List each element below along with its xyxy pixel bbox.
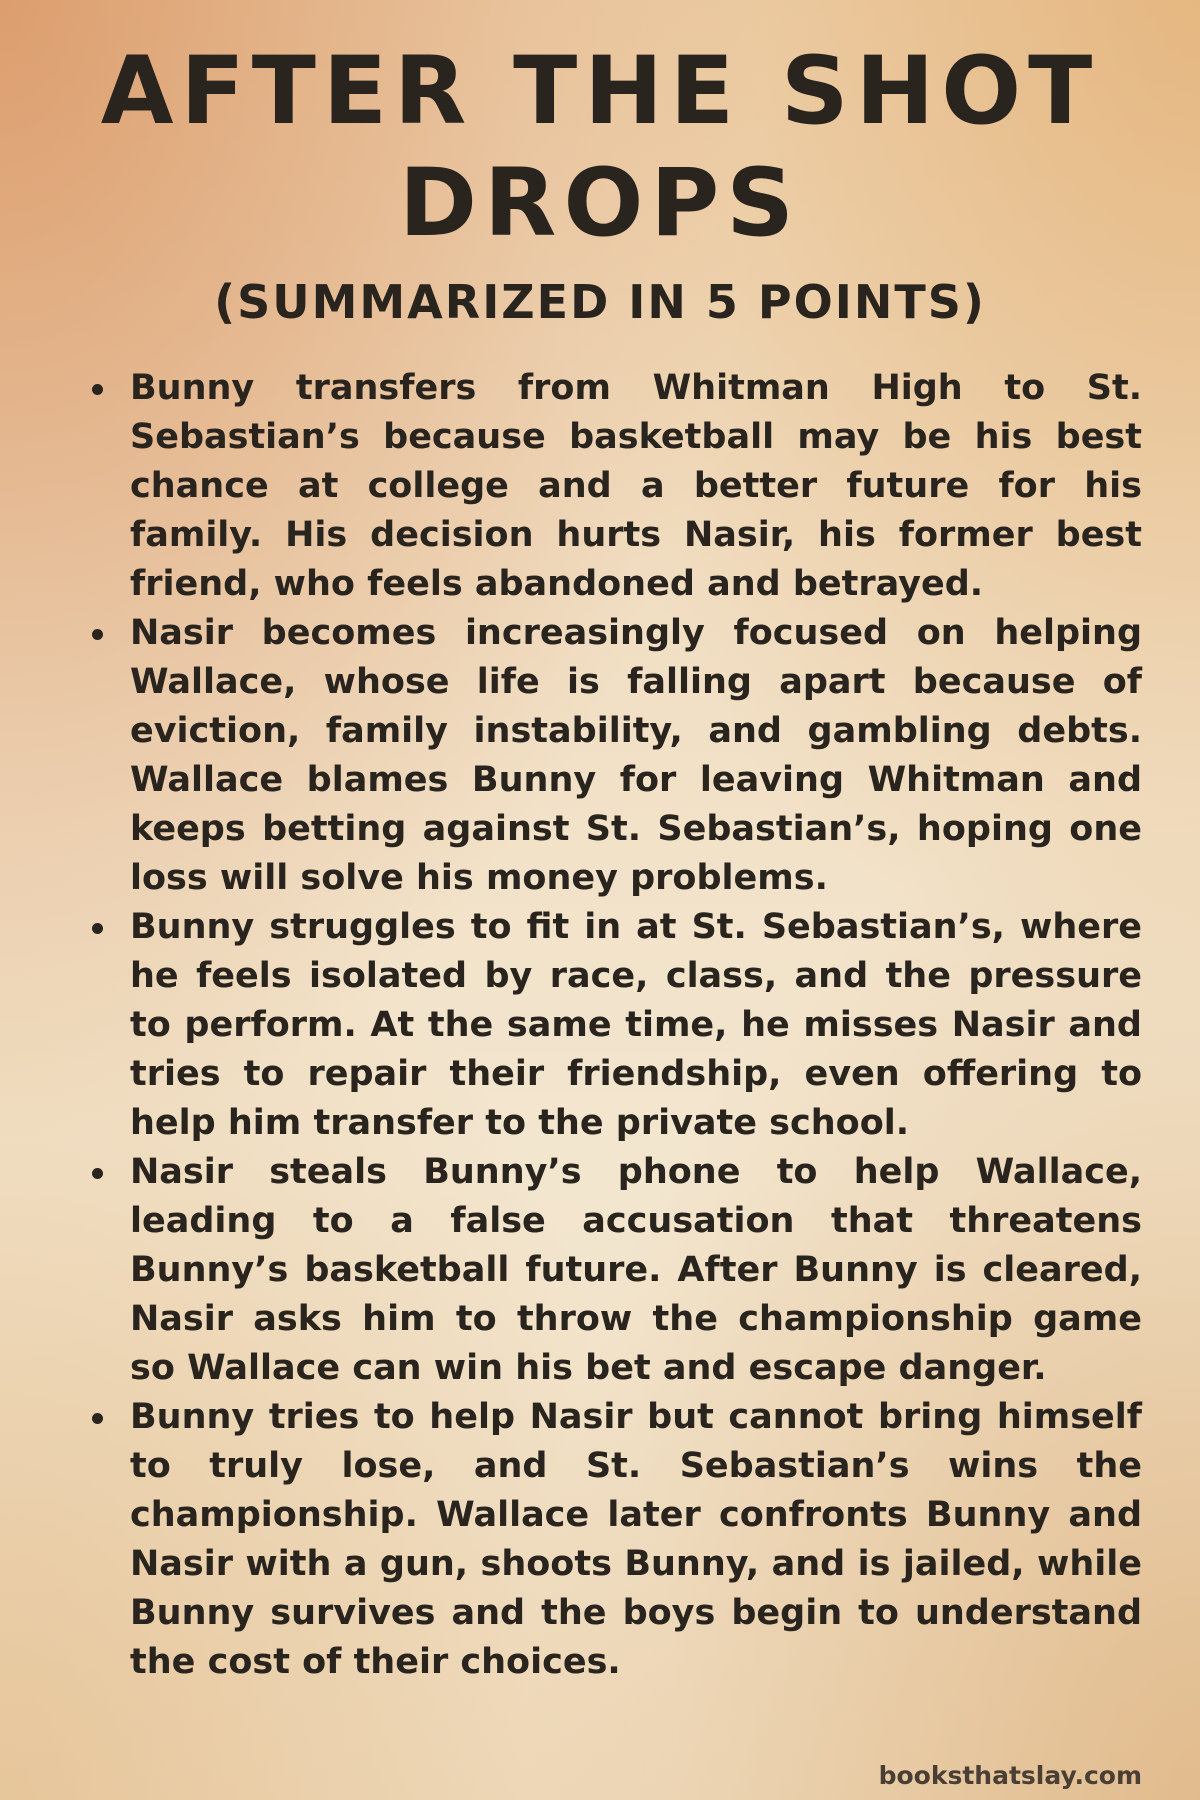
website-watermark: booksthatslay.com: [878, 1761, 1142, 1790]
summary-point: [88, 609, 1142, 903]
summary-point: [88, 1393, 1142, 1687]
summary-point: [88, 903, 1142, 1148]
bullet-icon: [92, 384, 103, 395]
summary-point: [88, 364, 1142, 609]
bullet-icon: [92, 629, 103, 640]
poster-subtitle: (SUMMARIZED IN 5 POINTS): [214, 275, 986, 329]
summary-point-text: Nasir steals Bunny’s phone to help Wallace, leading to a false accusation that threatens Bunny’s basketball future. After Bunny is cleared, Nasir asks him to throw the championship game so Wallace can win his bet and escape danger.: [130, 1152, 1142, 1388]
summary-points-list: [88, 364, 1142, 1687]
bullet-icon: [92, 1413, 103, 1424]
bullet-icon: [92, 1168, 103, 1179]
poster-title: AFTER THE SHOT DROPS: [100, 37, 1100, 258]
summary-point-text: Bunny transfers from Whitman High to St. Sebastian’s because basketball may be his best chance at college and a better future for his family. His decision hurts Nasir, his former best friend, who feels abandoned and betrayed.: [130, 368, 1142, 604]
summary-point-text: Nasir becomes increasingly focused on helping Wallace, whose life is falling apart because of eviction, family instability, and gambling debts. Wallace blames Bunny for leaving Whitman and keeps betting against St. Sebastian’s, hoping one loss will solve his money problems.: [130, 613, 1142, 898]
summary-point-text: Bunny tries to help Nasir but cannot bring himself to truly lose, and St. Sebastian’s wins the championship. Wallace later confronts Bunny and Nasir with a gun, shoots Bunny, and is jailed, while Bunny survives and the boys begin to understand the cost of their choices.: [130, 1397, 1142, 1682]
bullet-icon: [92, 923, 103, 934]
summary-point-text: Bunny struggles to fit in at St. Sebastian’s, where he feels isolated by race, class, and the pressure to perform. At the same time, he misses Nasir and tries to repair their friendship, even offering to help him transfer to the private school.: [130, 907, 1142, 1143]
summary-point: [88, 1148, 1142, 1393]
